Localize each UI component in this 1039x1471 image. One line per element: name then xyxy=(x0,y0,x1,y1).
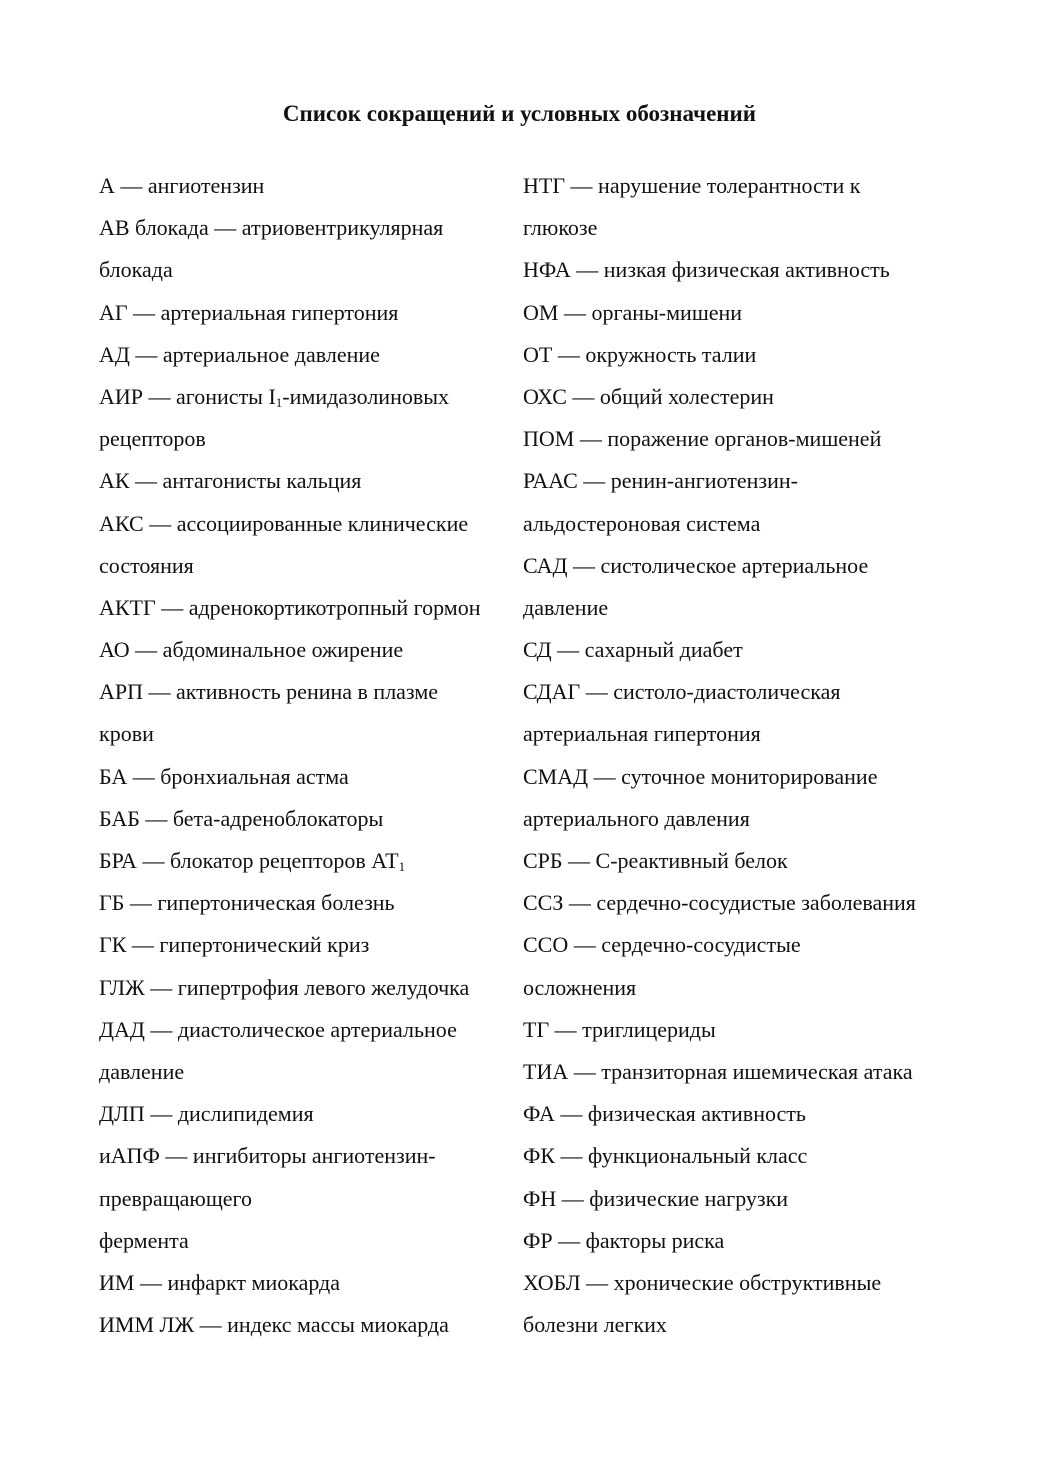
abbreviation-line: СД — сахарный диабет xyxy=(523,637,743,663)
abbreviation-line: ОХС — общий холестерин xyxy=(523,383,774,409)
abbreviation-line: СДАГ — систоло-диастолическая xyxy=(523,679,841,705)
abbreviations-left-column xyxy=(99,165,519,1346)
abbreviation-line: ИМ — инфаркт миокарда xyxy=(99,1269,341,1295)
abbreviation-line xyxy=(99,840,519,882)
abbreviation-line: фермента xyxy=(99,1227,189,1253)
abbreviation-line: ГЛЖ — гипертрофия левого желудочка xyxy=(99,974,470,1000)
abbreviation-line: блокада xyxy=(99,257,173,283)
abbreviation-line: ИММ ЛЖ — индекс массы миокарда xyxy=(99,1312,449,1338)
abbreviation-line: ГК — гипертонический криз xyxy=(99,932,370,958)
abbreviation-line: АВ блокада — атриовентрикулярная xyxy=(99,215,444,241)
abbreviation-line: рецепторов xyxy=(99,426,206,452)
subscript: 1 xyxy=(398,859,406,874)
abbreviation-line: артериальная гипертония xyxy=(523,721,761,747)
abbreviation-line: осложнения xyxy=(523,974,637,1000)
abbreviation-line: ФА — физическая активность xyxy=(523,1101,806,1127)
abbreviation-line: САД — систолическое артериальное xyxy=(523,552,869,578)
abbreviation-line: БАБ — бета-адреноблокаторы xyxy=(99,805,384,831)
abbreviation-line: ОМ — органы-мишени xyxy=(523,299,743,325)
abbreviation-line: иАПФ — ингибиторы ангиотензин- xyxy=(99,1143,436,1169)
abbreviation-line: ПОМ — поражение органов-мишеней xyxy=(523,426,882,452)
abbreviation-line: ХОБЛ — хронические обструктивные xyxy=(523,1269,882,1295)
abbreviation-line: крови xyxy=(99,721,154,747)
abbreviation-line: глюкозе xyxy=(523,215,598,241)
abbreviation-line: А — ангиотензин xyxy=(99,173,265,198)
abbreviation-line: ФК — функциональный класс xyxy=(523,1143,808,1169)
abbreviation-line: давление xyxy=(99,1058,185,1084)
abbreviation-line: АО — абдоминальное ожирение xyxy=(99,637,404,663)
abbreviation-line: состояния xyxy=(99,552,194,578)
abbreviation-line: АГ — артериальная гипертония xyxy=(99,299,399,325)
abbreviation-line: НФА — низкая физическая активность xyxy=(523,257,890,283)
abbreviation-line: ДАД — диастолическое артериальное xyxy=(99,1016,457,1042)
abbreviation-line: АД — артериальное давление xyxy=(99,341,380,367)
abbreviation-line: АК — антагонисты кальция xyxy=(99,468,362,494)
abbreviation-line: СМАД — суточное мониторирование xyxy=(523,763,878,789)
page-title: Список сокращений и условных обозначений xyxy=(282,101,757,126)
abbreviation-line: давление xyxy=(523,594,609,620)
abbreviation-line: ССЗ — сердечно-сосудистые заболевания xyxy=(523,890,916,916)
abbreviation-line: ТИА — транзиторная ишемическая атака xyxy=(523,1058,913,1084)
abbreviation-line: РААС — ренин-ангиотензин- xyxy=(523,468,798,494)
abbreviation-line: АРП — активность ренина в плазме xyxy=(99,679,439,705)
abbreviation-line: ССО — сердечно-сосудистые xyxy=(523,932,801,958)
abbreviation-line xyxy=(99,376,519,418)
abbreviation-line: СРБ — С-реактивный белок xyxy=(523,848,788,873)
abbreviation-line: ФР — факторы риска xyxy=(523,1227,725,1253)
abbreviation-text: АИР — агонисты I xyxy=(99,383,276,409)
subscript: 1 xyxy=(275,394,283,410)
abbreviation-line: болезни легких xyxy=(523,1312,667,1338)
abbreviations-right-column xyxy=(523,165,963,1346)
abbreviation-line: АКС — ассоциированные клинические xyxy=(99,510,469,536)
abbreviation-text: БРА — блокатор рецепторов АТ xyxy=(99,848,399,873)
abbreviation-line: НТГ — нарушение толерантности к xyxy=(523,173,861,198)
abbreviation-line: ГБ — гипертоническая болезнь xyxy=(99,890,395,916)
abbreviation-line: ФН — физические нагрузки xyxy=(523,1185,789,1211)
abbreviation-line: превращающего xyxy=(99,1185,253,1211)
abbreviation-line: ОТ — окружность талии xyxy=(523,341,757,367)
abbreviation-line: АКТГ — адренокортикотропный гормон xyxy=(99,594,481,620)
abbreviation-line: БА — бронхиальная астма xyxy=(99,763,349,789)
abbreviation-line: ДЛП — дислипидемия xyxy=(99,1101,314,1127)
abbreviation-line: ТГ — триглицериды xyxy=(523,1016,716,1042)
abbreviation-line: артериального давления xyxy=(523,805,750,831)
abbreviation-text-tail: -имидазолиновых xyxy=(282,383,450,409)
abbreviation-line: альдостероновая система xyxy=(523,510,761,536)
